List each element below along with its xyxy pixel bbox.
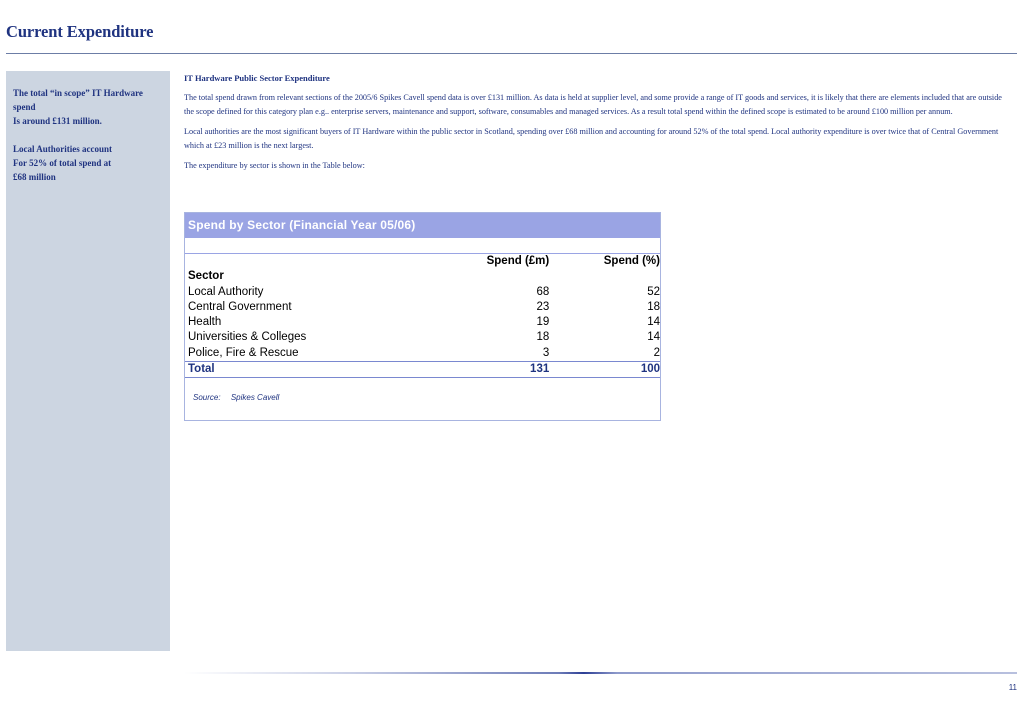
row-spend: 3 xyxy=(542,346,550,359)
table-grid xyxy=(185,254,660,378)
table-row xyxy=(185,346,660,361)
row-spend: 18 xyxy=(536,331,550,344)
total-label: Total xyxy=(188,363,215,376)
spend-by-sector-table xyxy=(184,212,661,421)
body-paragraph: Local authorities are the most significant buyers of IT Hardware within the public sector in Scotland, spending over £68 million and accounting for around 52% of the total spend. Local authority expenditure is over twice that of Central Government which at £23 million is the next largest. xyxy=(184,127,999,150)
table-source-note xyxy=(193,393,279,402)
title-divider xyxy=(6,53,1017,54)
key-point-text: For 52% of total spend at xyxy=(13,158,112,168)
sector-label: Sector xyxy=(188,270,224,283)
key-point-local-authorities xyxy=(6,142,170,184)
table-total-row xyxy=(185,361,660,378)
row-spend: 68 xyxy=(536,285,550,298)
table-row xyxy=(185,285,660,300)
key-point-text: The total “in scope” IT Hardware spend xyxy=(13,88,143,112)
section-heading: IT Hardware Public Sector Expenditure xyxy=(184,73,330,83)
main-content xyxy=(184,71,1009,179)
source-value: Spikes Cavell xyxy=(230,393,280,402)
row-sector: Health xyxy=(188,316,222,329)
row-percent: 52 xyxy=(647,285,660,298)
table-row xyxy=(185,315,660,330)
table-row xyxy=(185,300,660,315)
column-header-spend: Spend (£m) xyxy=(486,255,550,267)
table-row xyxy=(185,330,660,345)
row-spend: 23 xyxy=(536,300,550,313)
row-percent: 2 xyxy=(653,346,660,359)
page-number: 11 xyxy=(1008,683,1017,692)
total-spend: 131 xyxy=(530,363,550,376)
key-point-text: Is around £131 million. xyxy=(13,116,102,126)
key-point-text: Local Authorities account xyxy=(13,144,112,154)
row-percent: 14 xyxy=(647,316,660,329)
column-header-empty xyxy=(185,254,477,269)
row-sector: Police, Fire & Rescue xyxy=(188,346,299,359)
row-percent: 18 xyxy=(647,300,660,313)
row-sector: Local Authority xyxy=(188,285,264,298)
table-title: Spend by Sector (Financial Year 05/06) xyxy=(185,213,660,238)
footer-divider xyxy=(184,672,1017,674)
key-point-text: £68 million xyxy=(13,172,56,182)
row-sector: Central Government xyxy=(188,300,292,313)
column-header-percent: Spend (%) xyxy=(603,255,660,267)
sector-label-row xyxy=(185,269,660,284)
page-title: Current Expenditure xyxy=(6,22,154,41)
key-point-total-spend xyxy=(6,86,170,128)
row-percent: 14 xyxy=(647,331,660,344)
total-percent: 100 xyxy=(640,363,660,376)
body-paragraph: The expenditure by sector is shown in the Table below: xyxy=(184,161,365,170)
table-column-headers xyxy=(185,254,660,269)
source-label: Source: xyxy=(193,393,221,402)
row-sector: Universities & Colleges xyxy=(188,331,307,344)
row-spend: 19 xyxy=(536,316,550,329)
key-points-sidebar xyxy=(6,71,170,651)
body-paragraph: The total spend drawn from relevant sections of the 2005/6 Spikes Cavell spend data is over £131 million. As data is held at supplier level, and some provide a range of IT goods and services, it is likely that there are elements included that are outside the scope defined for this category plan e.g.. enterprise servers, maintenance and support, software, consumables and managed services. As a result total spend within the defined scope is estimated to be around £100 million per annum. xyxy=(184,93,1002,116)
